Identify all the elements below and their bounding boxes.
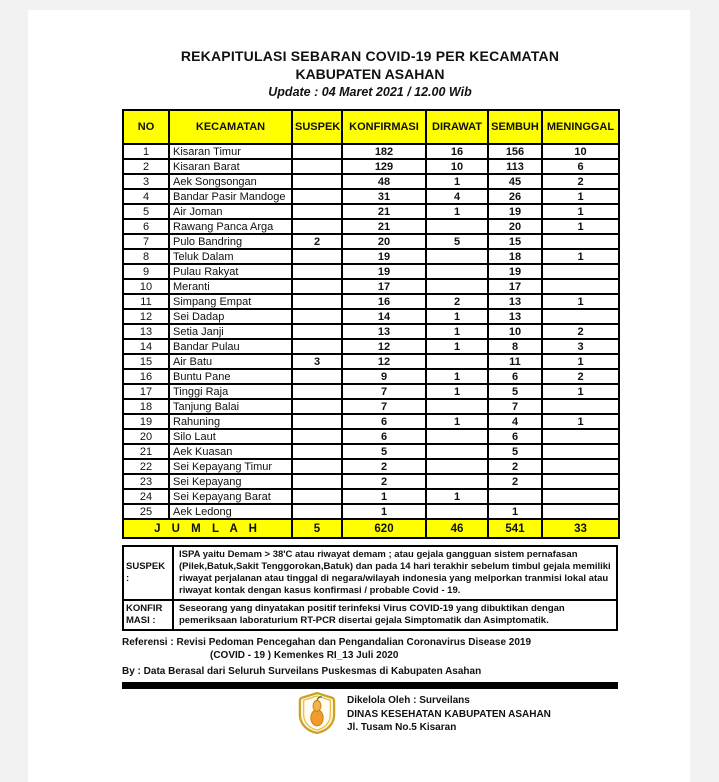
cell-no: 6 [123, 219, 169, 234]
cell-meninggal: 1 [542, 414, 619, 429]
cell-kecamatan: Pulau Rakyat [169, 264, 292, 279]
cell-meninggal: 1 [542, 189, 619, 204]
cell-dirawat: 4 [426, 189, 488, 204]
table-row [123, 444, 619, 459]
cell-no: 3 [123, 174, 169, 189]
cell-no: 21 [123, 444, 169, 459]
covid-table [122, 109, 620, 539]
table-row [123, 294, 619, 309]
cell-konfirmasi: 48 [342, 174, 426, 189]
table-row [123, 279, 619, 294]
table-row [123, 504, 619, 519]
cell-kecamatan: Air Joman [169, 204, 292, 219]
cell-konfirmasi: 19 [342, 264, 426, 279]
cell-sembuh [488, 489, 542, 504]
cell-no: 15 [123, 354, 169, 369]
cell-kecamatan: Rahuning [169, 414, 292, 429]
reference-block [122, 636, 618, 678]
table-row [123, 234, 619, 249]
cell-konfirmasi: 17 [342, 279, 426, 294]
cell-sembuh: 6 [488, 369, 542, 384]
cell-konfirmasi: 1 [342, 489, 426, 504]
cell-meninggal: 6 [542, 159, 619, 174]
reference-text: Revisi Pedoman Pencegahan dan Pengandalian Coronavirus Disease 2019 [176, 637, 532, 649]
table-row [123, 309, 619, 324]
cell-konfirmasi: 7 [342, 384, 426, 399]
cell-sembuh: 17 [488, 279, 542, 294]
cell-no: 20 [123, 429, 169, 444]
total-meninggal: 33 [542, 519, 619, 538]
cell-meninggal [542, 234, 619, 249]
cell-no: 11 [123, 294, 169, 309]
cell-meninggal: 2 [542, 174, 619, 189]
cell-suspek [292, 174, 342, 189]
cell-no: 18 [123, 399, 169, 414]
cell-sembuh: 7 [488, 399, 542, 414]
cell-suspek [292, 489, 342, 504]
cell-meninggal: 2 [542, 324, 619, 339]
cell-kecamatan: Sei Kepayang Timur [169, 459, 292, 474]
cell-suspek [292, 189, 342, 204]
cell-dirawat [426, 399, 488, 414]
cell-suspek [292, 324, 342, 339]
cell-kecamatan: Air Batu [169, 354, 292, 369]
cell-kecamatan: Pulo Bandring [169, 234, 292, 249]
column-header-kecamatan: KECAMATAN [169, 110, 292, 144]
cell-suspek [292, 399, 342, 414]
cell-dirawat: 1 [426, 414, 488, 429]
cell-konfirmasi: 19 [342, 249, 426, 264]
cell-no: 19 [123, 414, 169, 429]
cell-suspek [292, 294, 342, 309]
suspek-definition-text: ISPA yaitu Demam > 38'C atau riwayat demam ; atau gejala gangguan sistem pernafasan (Pilek,Batuk,Sakit Tenggorokan,Batuk) dan pada 14 hari terakhir sebelum timbul gejala memiliki riwayat perjalanan atau tinggal di negara/wilayah indonesia yang melporkan tranmisi lokal atau riwayat kontak dengan kasus konfirmasi / probable Covid - 19. [173, 546, 617, 600]
cell-sembuh: 2 [488, 474, 542, 489]
cell-no: 24 [123, 489, 169, 504]
cell-suspek [292, 384, 342, 399]
table-row [123, 249, 619, 264]
cell-no: 13 [123, 324, 169, 339]
column-header-konfirmasi: KONFIRMASI [342, 110, 426, 144]
cell-kecamatan: Bandar Pasir Mandoge [169, 189, 292, 204]
cell-sembuh: 15 [488, 234, 542, 249]
cell-konfirmasi: 21 [342, 204, 426, 219]
table-row [123, 159, 619, 174]
cell-dirawat: 1 [426, 384, 488, 399]
total-suspek: 5 [292, 519, 342, 538]
cell-meninggal [542, 429, 619, 444]
konfirmasi-definition-text: Seseorang yang dinyatakan positif terinfeksi Virus COVID-19 yang dibuktikan dengan pemeriksaan laboraturium RT-PCR disertai gejala Simptomatik dan Asimptomatik. [173, 600, 617, 630]
cell-konfirmasi: 13 [342, 324, 426, 339]
cell-suspek [292, 144, 342, 159]
table-row [123, 399, 619, 414]
cell-meninggal [542, 444, 619, 459]
report-title-line1: REKAPITULASI SEBARAN COVID-19 PER KECAMATAN [180, 48, 560, 64]
divider-bar [122, 682, 618, 689]
cell-sembuh: 156 [488, 144, 542, 159]
cell-meninggal [542, 309, 619, 324]
cell-konfirmasi: 6 [342, 429, 426, 444]
cell-sembuh: 2 [488, 459, 542, 474]
cell-sembuh: 6 [488, 429, 542, 444]
cell-konfirmasi: 9 [342, 369, 426, 384]
cell-no: 23 [123, 474, 169, 489]
total-sembuh: 541 [488, 519, 542, 538]
cell-kecamatan: Sei Kepayang [169, 474, 292, 489]
covid-table-body [123, 144, 619, 519]
cell-konfirmasi: 2 [342, 474, 426, 489]
cell-sembuh: 1 [488, 504, 542, 519]
cell-meninggal: 1 [542, 384, 619, 399]
cell-suspek [292, 369, 342, 384]
cell-sembuh: 10 [488, 324, 542, 339]
cell-meninggal [542, 264, 619, 279]
cell-konfirmasi: 20 [342, 234, 426, 249]
cell-konfirmasi: 5 [342, 444, 426, 459]
cell-no: 10 [123, 279, 169, 294]
total-dirawat: 46 [426, 519, 488, 538]
cell-no: 4 [123, 189, 169, 204]
cell-kecamatan: Bandar Pulau [169, 339, 292, 354]
cell-dirawat: 1 [426, 324, 488, 339]
cell-dirawat [426, 354, 488, 369]
cell-meninggal [542, 474, 619, 489]
table-row [123, 489, 619, 504]
cell-dirawat [426, 219, 488, 234]
cell-konfirmasi: 14 [342, 309, 426, 324]
cell-konfirmasi: 12 [342, 339, 426, 354]
cell-suspek [292, 264, 342, 279]
cell-meninggal: 1 [542, 219, 619, 234]
cell-dirawat [426, 429, 488, 444]
cell-no: 12 [123, 309, 169, 324]
cell-suspek [292, 219, 342, 234]
footer [298, 692, 618, 735]
konfirmasi-definition-label: KONFIRMASI : [123, 600, 173, 630]
cell-no: 5 [123, 204, 169, 219]
cell-suspek [292, 249, 342, 264]
cell-kecamatan: Aek Songsongan [169, 174, 292, 189]
cell-suspek [292, 444, 342, 459]
cell-dirawat [426, 249, 488, 264]
cell-sembuh: 4 [488, 414, 542, 429]
cell-kecamatan: Sei Kepayang Barat [169, 489, 292, 504]
cell-konfirmasi: 12 [342, 354, 426, 369]
cell-kecamatan: Silo Laut [169, 429, 292, 444]
cell-sembuh: 13 [488, 294, 542, 309]
konfirmasi-definition-row [123, 600, 617, 630]
cell-dirawat: 16 [426, 144, 488, 159]
report-update-line: Update : 04 Maret 2021 / 12.00 Wib [268, 85, 472, 99]
cell-konfirmasi: 2 [342, 459, 426, 474]
cell-konfirmasi: 7 [342, 399, 426, 414]
cell-meninggal [542, 504, 619, 519]
cell-dirawat [426, 444, 488, 459]
cell-sembuh: 113 [488, 159, 542, 174]
cell-meninggal [542, 279, 619, 294]
table-row [123, 474, 619, 489]
table-row [123, 354, 619, 369]
cell-konfirmasi: 1 [342, 504, 426, 519]
table-row [123, 219, 619, 234]
table-row [123, 324, 619, 339]
cell-no: 7 [123, 234, 169, 249]
footer-address: Jl. Tusam No.5 Kisaran [347, 722, 457, 734]
cell-suspek [292, 204, 342, 219]
cell-dirawat [426, 264, 488, 279]
cell-meninggal: 1 [542, 354, 619, 369]
cell-meninggal [542, 399, 619, 414]
cell-no: 2 [123, 159, 169, 174]
cell-sembuh: 11 [488, 354, 542, 369]
cell-sembuh: 45 [488, 174, 542, 189]
cell-sembuh: 19 [488, 264, 542, 279]
cell-kecamatan: Aek Ledong [169, 504, 292, 519]
cell-no: 14 [123, 339, 169, 354]
cell-dirawat: 1 [426, 204, 488, 219]
cell-kecamatan: Tanjung Balai [169, 399, 292, 414]
cell-dirawat: 1 [426, 369, 488, 384]
cell-sembuh: 13 [488, 309, 542, 324]
cell-suspek [292, 309, 342, 324]
cell-suspek [292, 414, 342, 429]
column-header-meninggal: MENINGGAL [542, 110, 619, 144]
cell-meninggal: 10 [542, 144, 619, 159]
cell-dirawat [426, 504, 488, 519]
asahan-regency-emblem-icon [298, 692, 336, 734]
cell-no: 25 [123, 504, 169, 519]
cell-sembuh: 5 [488, 444, 542, 459]
cell-meninggal: 3 [542, 339, 619, 354]
column-header-suspek: SUSPEK [292, 110, 342, 144]
cell-dirawat: 1 [426, 339, 488, 354]
suspek-definition-row [123, 546, 617, 600]
table-header-row [123, 110, 619, 144]
cell-no: 9 [123, 264, 169, 279]
cell-kecamatan: Teluk Dalam [169, 249, 292, 264]
cell-sembuh: 26 [488, 189, 542, 204]
data-source-line: By : Data Berasal dari Seluruh Surveilans Puskesmas di Kabupaten Asahan [122, 666, 482, 678]
cell-dirawat [426, 279, 488, 294]
cell-no: 22 [123, 459, 169, 474]
cell-dirawat: 2 [426, 294, 488, 309]
reference-line1 [122, 636, 618, 649]
table-row [123, 189, 619, 204]
cell-no: 8 [123, 249, 169, 264]
cell-no: 17 [123, 384, 169, 399]
cell-sembuh: 5 [488, 384, 542, 399]
document-page [28, 10, 690, 782]
table-row [123, 144, 619, 159]
cell-kecamatan: Setia Janji [169, 324, 292, 339]
cell-meninggal [542, 459, 619, 474]
suspek-definition-label: SUSPEK : [123, 546, 173, 600]
cell-kecamatan: Kisaran Barat [169, 159, 292, 174]
cell-meninggal: 1 [542, 294, 619, 309]
cell-kecamatan: Buntu Pane [169, 369, 292, 384]
cell-dirawat: 1 [426, 489, 488, 504]
cell-kecamatan: Aek Kuasan [169, 444, 292, 459]
cell-suspek: 3 [292, 354, 342, 369]
cell-kecamatan: Sei Dadap [169, 309, 292, 324]
cell-suspek [292, 339, 342, 354]
cell-meninggal [542, 489, 619, 504]
reference-line2: (COVID - 19 ) Kemenkes RI_13 Juli 2020 [210, 650, 399, 662]
cell-no: 16 [123, 369, 169, 384]
cell-dirawat: 1 [426, 174, 488, 189]
cell-suspek [292, 279, 342, 294]
cell-konfirmasi: 31 [342, 189, 426, 204]
column-header-dirawat: DIRAWAT [426, 110, 488, 144]
table-row [123, 429, 619, 444]
cell-konfirmasi: 129 [342, 159, 426, 174]
total-label: J U M L A H [123, 519, 292, 538]
report-title-line2: KABUPATEN ASAHAN [295, 66, 445, 82]
cell-sembuh: 19 [488, 204, 542, 219]
total-konfirmasi: 620 [342, 519, 426, 538]
cell-suspek [292, 459, 342, 474]
cell-sembuh: 20 [488, 219, 542, 234]
cell-meninggal: 1 [542, 204, 619, 219]
table-row [123, 459, 619, 474]
footer-organization: DINAS KESEHATAN KABUPATEN ASAHAN [347, 708, 551, 720]
cell-konfirmasi: 6 [342, 414, 426, 429]
cell-suspek [292, 429, 342, 444]
cell-dirawat [426, 459, 488, 474]
cell-konfirmasi: 182 [342, 144, 426, 159]
cell-meninggal: 2 [542, 369, 619, 384]
cell-kecamatan: Kisaran Timur [169, 144, 292, 159]
table-row [123, 414, 619, 429]
cell-sembuh: 8 [488, 339, 542, 354]
cell-no: 1 [123, 144, 169, 159]
cell-dirawat: 5 [426, 234, 488, 249]
report-header [122, 10, 618, 99]
cell-suspek [292, 159, 342, 174]
table-row [123, 384, 619, 399]
footer-managed-by: Dikelola Oleh : Surveilans [347, 695, 470, 707]
cell-kecamatan: Rawang Panca Arga [169, 219, 292, 234]
cell-dirawat: 10 [426, 159, 488, 174]
table-row [123, 369, 619, 384]
cell-konfirmasi: 16 [342, 294, 426, 309]
reference-label: Referensi : [122, 637, 174, 649]
cell-kecamatan: Tinggi Raja [169, 384, 292, 399]
cell-dirawat: 1 [426, 309, 488, 324]
cell-sembuh: 18 [488, 249, 542, 264]
table-row [123, 339, 619, 354]
table-row [123, 204, 619, 219]
cell-dirawat [426, 474, 488, 489]
column-header-no: NO [123, 110, 169, 144]
column-header-sembuh: SEMBUH [488, 110, 542, 144]
cell-suspek: 2 [292, 234, 342, 249]
cell-konfirmasi: 21 [342, 219, 426, 234]
total-row [123, 519, 619, 538]
cell-kecamatan: Simpang Empat [169, 294, 292, 309]
table-row [123, 174, 619, 189]
cell-suspek [292, 504, 342, 519]
table-row [123, 264, 619, 279]
cell-kecamatan: Meranti [169, 279, 292, 294]
definitions-box [122, 545, 618, 631]
cell-meninggal: 1 [542, 249, 619, 264]
cell-suspek [292, 474, 342, 489]
